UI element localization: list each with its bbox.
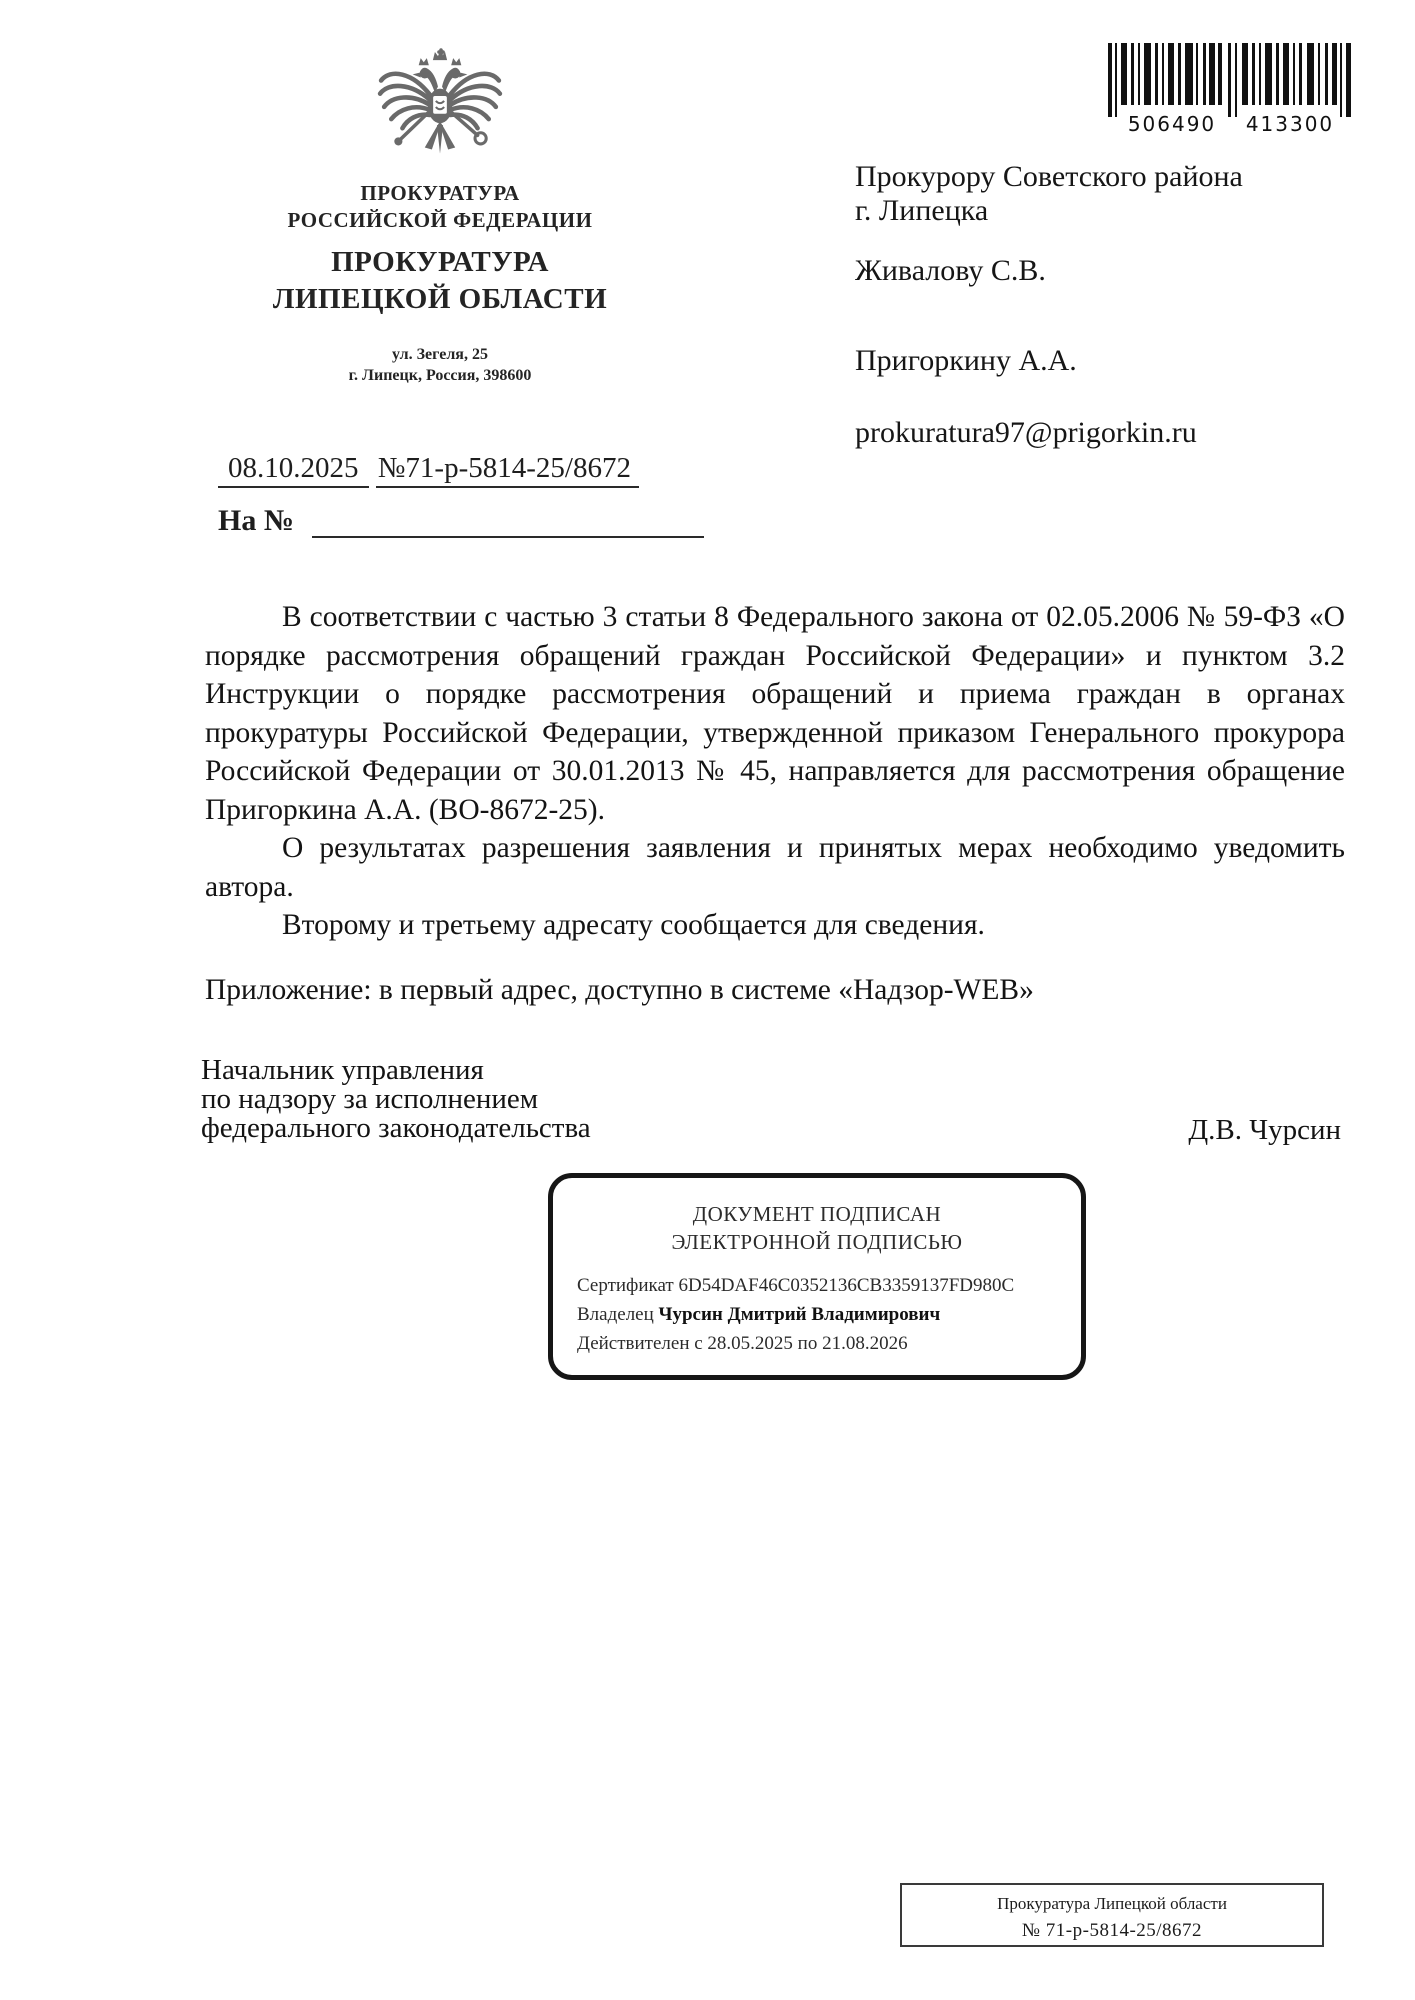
- recipient-1-line1: Прокурору Советского района: [855, 160, 1243, 193]
- body-paragraph-2: О результатах разрешения заявления и принятых мерах необходимо уведомить автора.: [205, 832, 1345, 903]
- document-number: №71-р-5814-25/8672: [376, 452, 639, 488]
- recipients-block: [855, 160, 1285, 450]
- letterhead: [190, 180, 690, 386]
- reply-line: [218, 500, 704, 538]
- electronic-signature-stamp: [548, 1173, 1086, 1380]
- org-address-street: ул. Зегеля, 25: [392, 346, 488, 363]
- reference-line: [218, 452, 639, 485]
- attachment-note: Приложение: в первый адрес, доступно в системе «Надзор-WEB»: [205, 973, 1034, 1006]
- stamp-validity-line: Действителен с 28.05.2025 по 21.08.2026: [577, 1333, 908, 1354]
- signer-title-line3: федерального законодательства: [201, 1112, 591, 1144]
- signer-name: Д.В. Чурсин: [1188, 1114, 1341, 1146]
- recipient-2-name: Пригоркину А.А.: [855, 344, 1077, 377]
- signer-title-line2: по надзору за исполнением: [201, 1083, 539, 1115]
- footer-org-name: Прокуратура Липецкой области: [997, 1894, 1227, 1913]
- signature-block: [201, 1054, 1341, 1146]
- certificate-value: 6D54DAF46C0352136CB3359137FD980C: [678, 1275, 1015, 1296]
- body-paragraph-3: Второму и третьему адресату сообщается для сведения.: [282, 909, 985, 941]
- coat-of-arms-icon: [374, 48, 506, 180]
- letter-body: [205, 598, 1345, 1009]
- signer-title-line1: Начальник управления: [201, 1054, 484, 1086]
- org-name-line1: ПРОКУРАТУРА: [331, 246, 549, 278]
- reply-label: На №: [218, 504, 294, 537]
- stamp-owner-line: Владелец Чурсин Дмитрий Владимирович: [577, 1304, 941, 1325]
- stamp-certificate-line: Сертификат 6D54DAF46C0352136CB3359137FD980C: [577, 1275, 1015, 1296]
- stamp-title-line1: ДОКУМЕНТ ПОДПИСАН: [692, 1202, 942, 1226]
- stamp-title-line2: ЭЛЕКТРОННОЙ ПОДПИСЬЮ: [671, 1230, 963, 1254]
- footer-doc-number: № 71-р-5814-25/8672: [1021, 1920, 1203, 1941]
- barcode-right-number: 413300: [1245, 112, 1335, 135]
- org-address-city: г. Липецк, Россия, 398600: [348, 367, 532, 384]
- document-date: 08.10.2025: [218, 452, 369, 488]
- barcode-left-number: 506490: [1127, 112, 1217, 135]
- org-country-line2: РОССИЙСКОЙ ФЕДЕРАЦИИ: [287, 208, 593, 232]
- recipient-1-name: Живалову С.В.: [855, 254, 1046, 287]
- org-country-line1: ПРОКУРАТУРА: [360, 181, 520, 205]
- registration-footer-box: [900, 1883, 1324, 1947]
- body-paragraph-1: В соответствии с частью 3 статьи 8 Федерального закона от 02.05.2006 № 59-ФЗ «О порядке рассмотрения обращений граждан Российской Федерации» и пунктом 3.2 Инструкции о порядке рассмотрения обращений и приема граждан в органах прокуратуры Российской Федерации, утвержденной приказом Генерального прокурора Российской Федерации от 30.01.2013 № 45, направляется для рассмотрения обращение Пригоркина А.А. (ВО-8672-25).: [205, 601, 1345, 826]
- recipient-1-line2: г. Липецка: [855, 194, 989, 227]
- org-name-line2: ЛИПЕЦКОЙ ОБЛАСТИ: [272, 283, 608, 315]
- recipient-email: prokuratura97@prigorkin.ru: [855, 416, 1197, 449]
- barcode: [1108, 43, 1354, 140]
- reply-blank-line: [312, 500, 704, 538]
- owner-name: Чурсин Дмитрий Владимирович: [658, 1304, 941, 1325]
